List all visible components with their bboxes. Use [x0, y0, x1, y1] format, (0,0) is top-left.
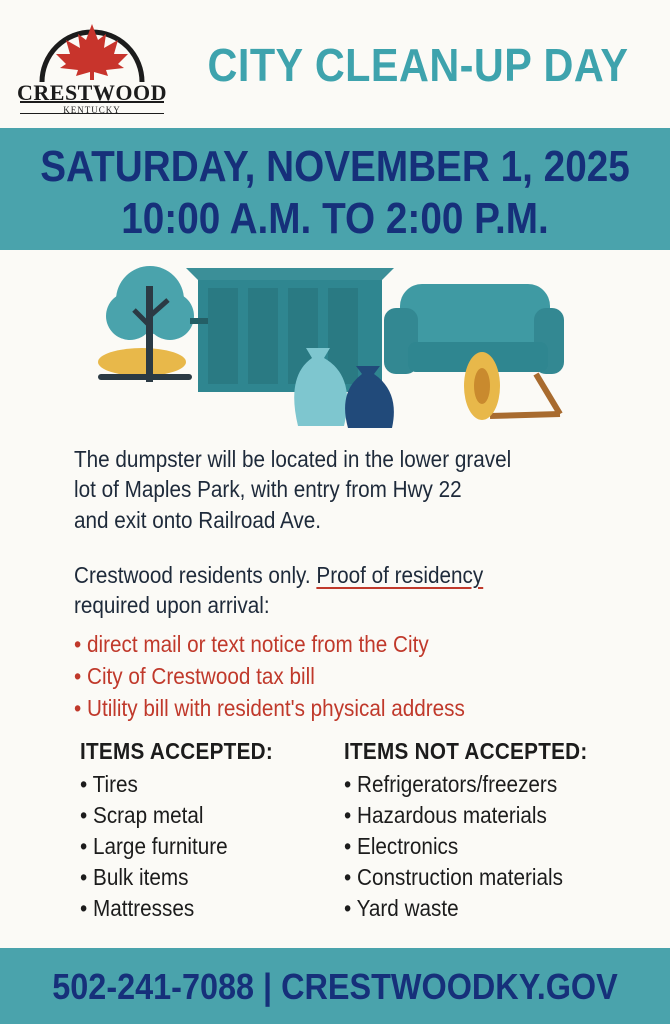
- date-band: [0, 128, 670, 250]
- location-line-3: and exit onto Railroad Ave.: [74, 506, 322, 533]
- header: [0, 0, 670, 128]
- list-item: • Scrap metal: [80, 800, 273, 831]
- list-item: • Refrigerators/freezers: [344, 769, 588, 800]
- list-item: • Tires: [80, 769, 273, 800]
- proof-list: [74, 628, 596, 724]
- not-accepted-list: [344, 738, 588, 924]
- list-item: • Construction materials: [344, 862, 588, 893]
- list-item: • Hazardous materials: [344, 800, 588, 831]
- list-item: • Yard waste: [344, 893, 588, 924]
- list-item: • Large furniture: [80, 831, 273, 862]
- residency-intro: Crestwood residents only.: [74, 562, 311, 588]
- residency-info: [74, 560, 578, 621]
- list-item: • Mattresses: [80, 893, 273, 924]
- event-time: 10:00 A.M. TO 2:00 P.M.: [121, 194, 549, 243]
- list-item: • Electronics: [344, 831, 588, 862]
- footer: [0, 948, 670, 1024]
- accepted-list: [80, 738, 273, 924]
- list-item: • Utility bill with resident's physical address: [74, 692, 596, 724]
- event-title: CITY CLEAN-UP DAY: [207, 39, 629, 91]
- contact-info[interactable]: 502-241-7088 | CRESTWOODKY.GOV: [52, 966, 618, 1007]
- list-item: • Bulk items: [80, 862, 273, 893]
- list-item: • City of Crestwood tax bill: [74, 660, 596, 692]
- location-line-1: The dumpster will be located in the lower gravel: [74, 446, 512, 472]
- residency-required: required upon arrival:: [74, 592, 270, 619]
- not-accepted-title: ITEMS NOT ACCEPTED:: [344, 738, 588, 764]
- logo-wordmark: CRESTWOOD: [17, 80, 167, 105]
- location-line-2: lot of Maples Park, with entry from Hwy 22: [74, 476, 462, 503]
- accepted-title: ITEMS ACCEPTED:: [80, 738, 274, 764]
- event-date: SATURDAY, NOVEMBER 1, 2025: [40, 142, 630, 191]
- cleanup-illustration: [90, 256, 570, 436]
- location-info: [74, 444, 578, 535]
- residency-emphasis: Proof of residency: [316, 562, 484, 588]
- tree-icon: [98, 266, 194, 382]
- list-item: • direct mail or text notice from the City: [74, 628, 596, 660]
- crestwood-logo: [14, 10, 170, 114]
- logo-state: KENTUCKY: [63, 105, 121, 115]
- tire-icon: [464, 352, 500, 420]
